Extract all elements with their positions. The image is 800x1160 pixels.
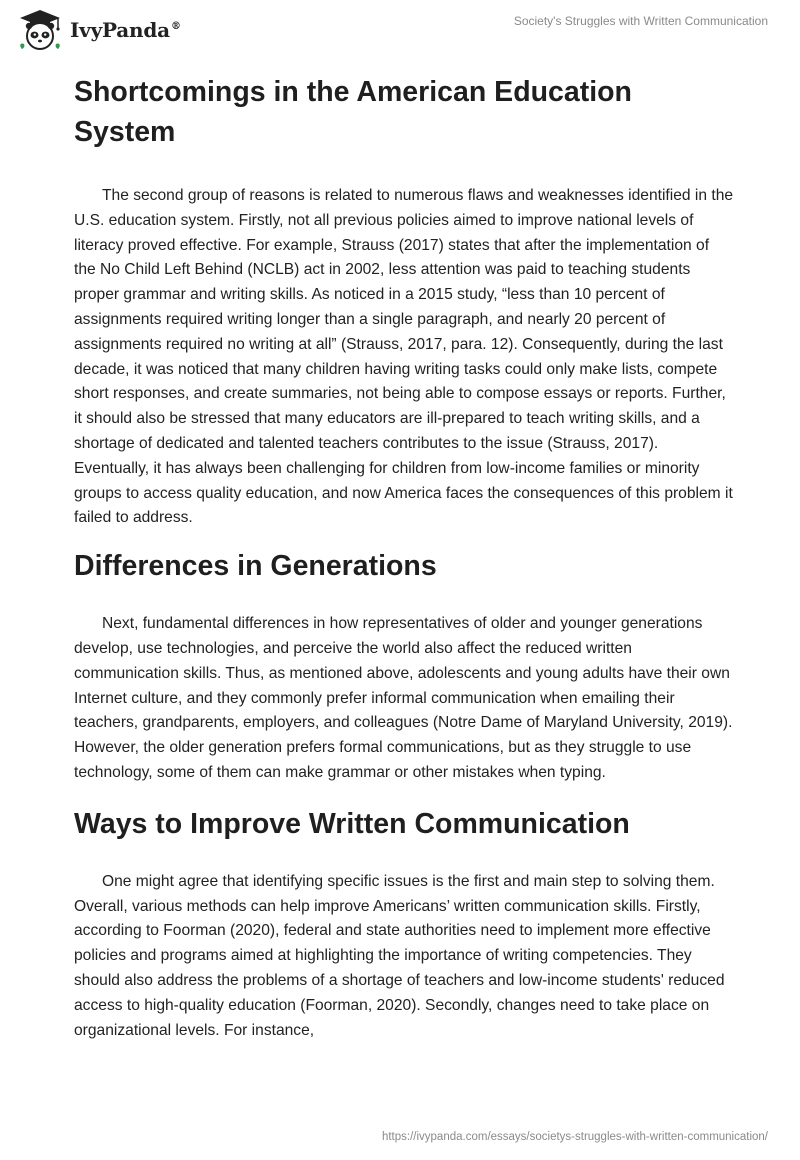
panda-logo-icon [16, 8, 64, 52]
essay-body [74, 72, 734, 1043]
section-paragraph-improve: One might agree that identifying specific issues is the first and main step to solving them. Overall, various methods can help improve Americans’ written communication skills. Firstly, according to Foorman (2020), federal and state authorities need to implement more effective policies and programs aimed at highlighting the importance of writing competencies. They should also address the problems of a shortage of teachers and low-income students' reduced access to high-quality education (Foorman, 2020). Secondly, changes need to take place on organizational levels. For instance, [74, 872, 725, 1039]
section-paragraph-education: The second group of reasons is related to numerous flaws and weaknesses identified in the U.S. education system. Firstly, not all previous policies aimed to improve national levels of literacy proved effective. For example, Strauss (2017) states that after the implementation of the No Child Left Behind (NCLB) act in 2002, less attention was paid to teaching students proper grammar and writing skills. As noticed in a 2015 study, “less than 10 percent of assignments required writing longer than a single paragraph, and nearly 20 percent of assignments required no writing at all” (Strauss, 2017, para. 12). Consequently, during the last decade, it was noticed that many children having writing tasks could only make lists, compete short responses, and create summaries, not being able to compose essays or reports. Further, it should also be stressed that many educators are ill-prepared to teach writing skills, and a shortage of dedicated and talented teachers contributes to the issue (Strauss, 2017). Eventually, it has always been challenging for children from low-income families or minority groups to access quality education, and now America faces the consequences of this problem it failed to address. [74, 187, 734, 527]
document-title: Society's Struggles with Written Communication [513, 14, 768, 28]
brand-name: IvyPanda® [70, 18, 181, 42]
page-header [0, 0, 800, 66]
section-heading-generations: Differences in Generations [74, 550, 437, 583]
brand-logo[interactable] [16, 8, 181, 52]
section-heading-improve: Ways to Improve Written Communication [74, 807, 630, 840]
section-paragraph-generations: Next, fundamental differences in how representatives of older and younger generations develop, use technologies, and perceive the world also affect the reduced written communication skills. Thus, as mentioned above, adolescents and young adults have their own Internet culture, and they commonly prefer informal communication when emailing their teachers, grandparents, employers, and colleagues (Notre Dame of Maryland University, 2019). However, the older generation prefers formal communications, but as they struggle to use technology, some of them can make grammar or other mistakes when typing. [74, 615, 733, 781]
source-url[interactable]: https://ivypanda.com/essays/societys-struggles-with-written-communication/ [381, 1131, 768, 1143]
section-heading-education: Shortcomings in the American Education System [74, 76, 632, 148]
